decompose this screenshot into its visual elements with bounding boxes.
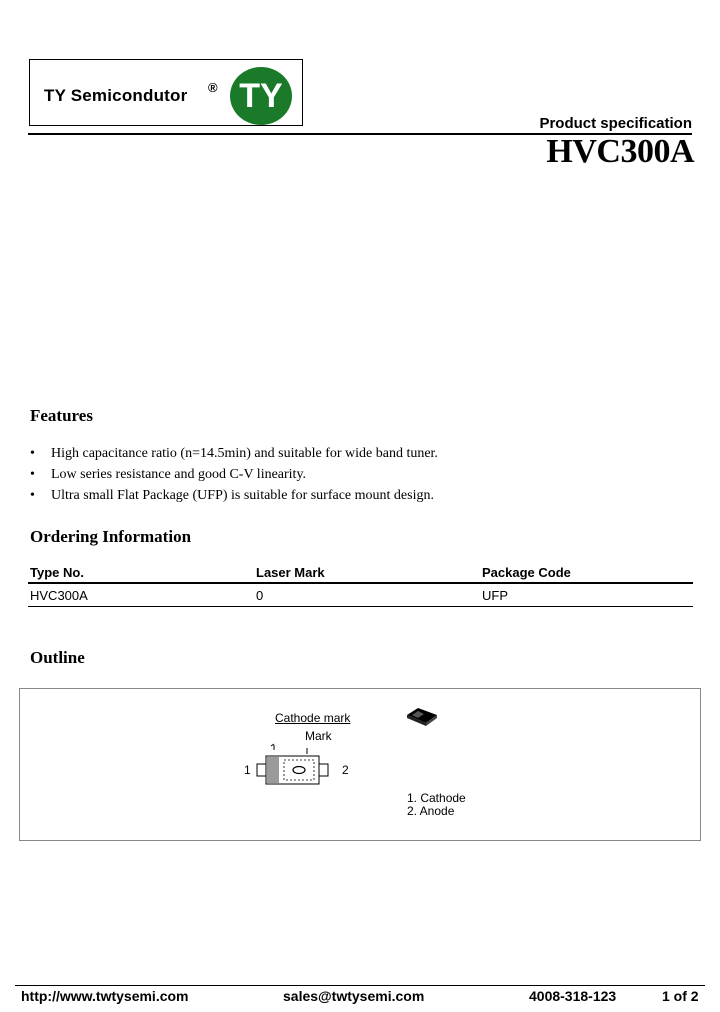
table-header-row bbox=[28, 562, 693, 583]
pin-left-label: 1 bbox=[244, 763, 251, 777]
package-3d-icon bbox=[404, 705, 440, 727]
footer-phone: 4008-318-123 bbox=[529, 988, 617, 1004]
list-item bbox=[30, 464, 438, 485]
cathode-band bbox=[267, 757, 279, 783]
pin1-pad bbox=[257, 764, 266, 776]
table-row bbox=[28, 583, 693, 607]
bullet-icon: • bbox=[30, 446, 35, 461]
pin2-pad bbox=[319, 764, 328, 776]
pin-right-label: 2 bbox=[342, 763, 349, 777]
features-list bbox=[30, 443, 438, 506]
feature-text: High capacitance ratio (n=14.5min) and suitable for wide band tuner. bbox=[51, 446, 438, 461]
cathode-mark-label: Cathode mark bbox=[275, 711, 351, 725]
company-name: TY Semicondutor bbox=[44, 86, 188, 105]
feature-text: Low series resistance and good C-V linearity. bbox=[51, 467, 307, 482]
ordering-heading: Ordering Information bbox=[30, 527, 192, 546]
bullet-icon: • bbox=[30, 467, 35, 482]
product-spec-label: Product specification bbox=[539, 115, 692, 132]
list-item bbox=[30, 443, 438, 464]
mark-label: Mark bbox=[305, 729, 332, 743]
bullet-icon: • bbox=[30, 488, 35, 503]
column-header: Type No. bbox=[28, 562, 254, 583]
pin-list bbox=[407, 792, 466, 818]
features-heading: Features bbox=[30, 406, 93, 425]
package-drawing bbox=[250, 740, 350, 788]
footer-website-link[interactable]: http://www.twtysemi.com bbox=[21, 988, 189, 1004]
column-header: Laser Mark bbox=[254, 562, 480, 583]
column-header: Package Code bbox=[480, 562, 693, 583]
pin-item: 1. Cathode bbox=[407, 791, 466, 805]
table-cell: 0 bbox=[254, 583, 480, 607]
page-number: 1 of 2 bbox=[662, 988, 699, 1004]
pin-item: 2. Anode bbox=[407, 804, 455, 818]
table-cell: HVC300A bbox=[28, 583, 254, 607]
registered-mark: ® bbox=[208, 80, 218, 95]
ordering-table bbox=[28, 562, 693, 607]
part-number: HVC300A bbox=[546, 133, 694, 170]
company-logo: TY bbox=[230, 67, 292, 125]
footer-divider bbox=[15, 985, 705, 986]
table-cell: UFP bbox=[480, 583, 693, 607]
feature-text: Ultra small Flat Package (UFP) is suitable for surface mount design. bbox=[51, 488, 434, 503]
footer-email-link[interactable]: sales@twtysemi.com bbox=[283, 988, 425, 1004]
outline-heading: Outline bbox=[30, 648, 85, 667]
outline-box bbox=[19, 688, 701, 841]
list-item bbox=[30, 485, 438, 506]
